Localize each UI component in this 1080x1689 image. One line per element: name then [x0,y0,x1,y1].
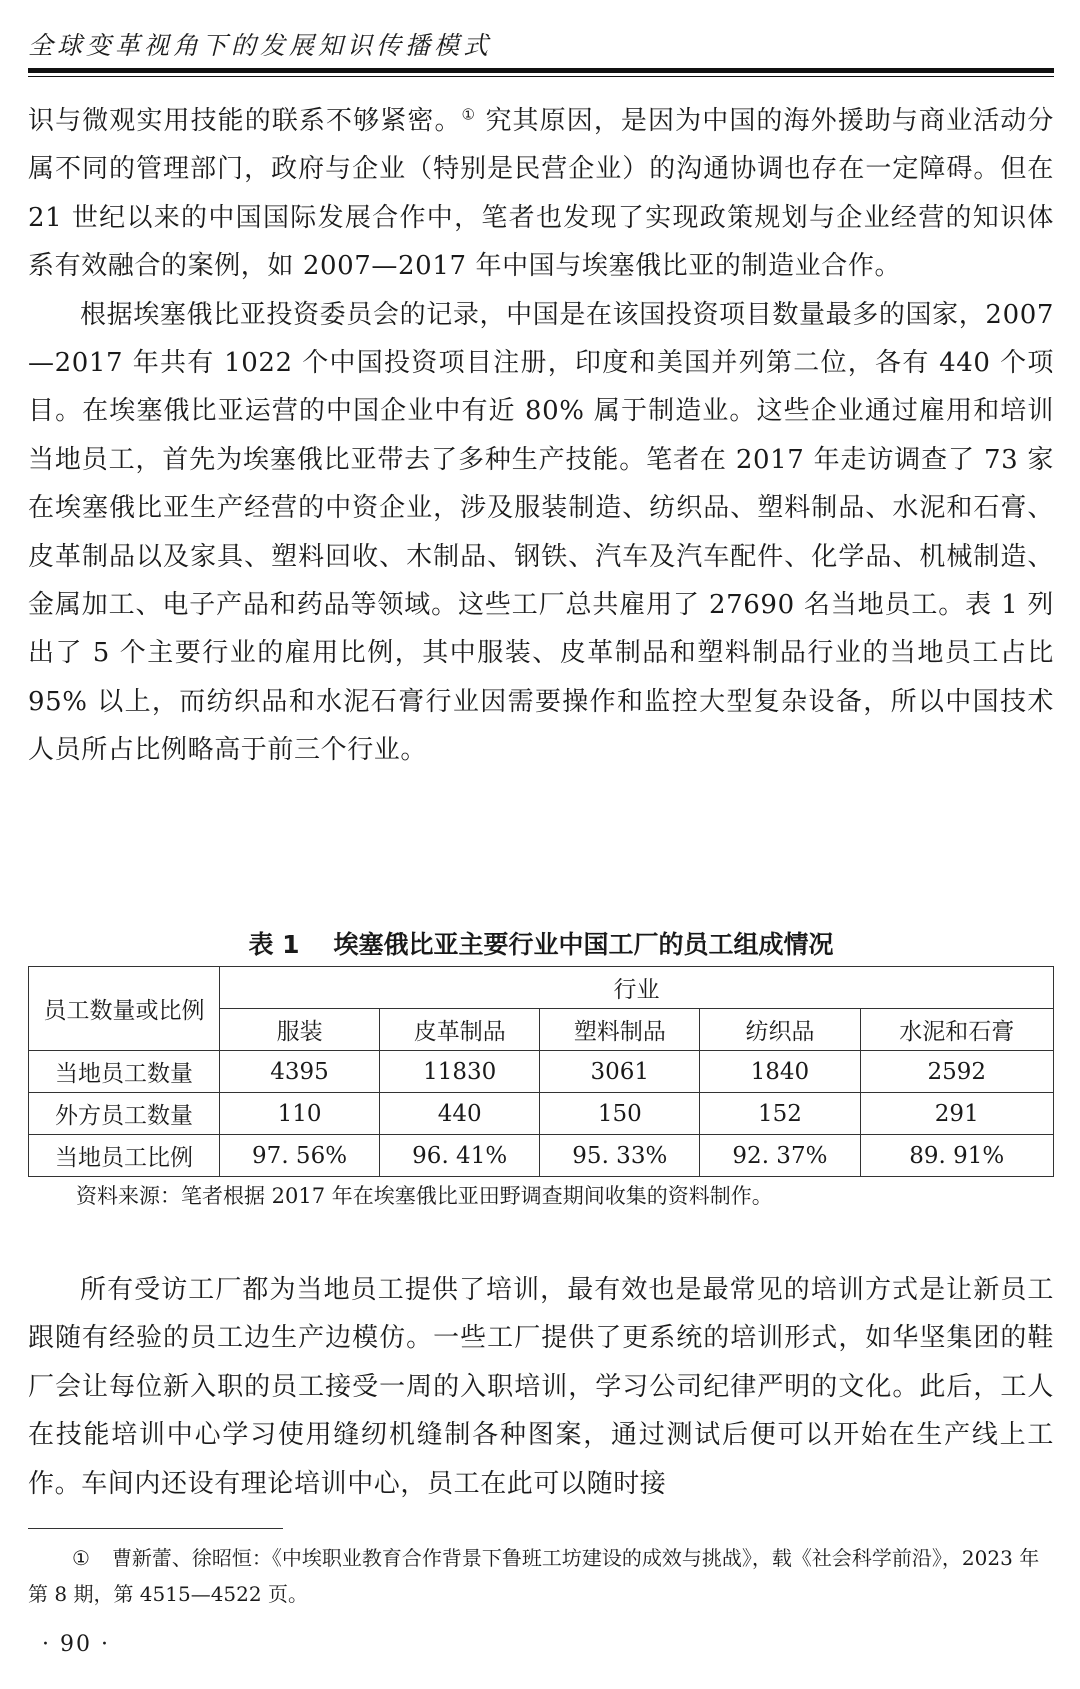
table-cell: 152 [700,1093,860,1135]
footnote-text: 曹新蕾、徐昭恒：《中埃职业教育合作背景下鲁班工坊建设的成效与挑战》，载《社会科学前沿》，2023 年第 8 期，第 4515—4522 页。 [28,1546,1040,1606]
table-caption: 埃塞俄比亚主要行业中国工厂的员工组成情况 [333,930,834,959]
table-cell: 3061 [540,1051,700,1093]
table-row [29,1135,1054,1177]
column-header: 纺织品 [700,1009,860,1051]
table-cell: 291 [860,1093,1054,1135]
table-cell: 89. 91% [860,1135,1054,1177]
body-text-top [28,97,1054,775]
table-number: 表 1 [248,930,300,959]
table-cell: 110 [220,1093,380,1135]
table-cell: 4395 [220,1051,380,1093]
header-rule-thick [28,68,1054,73]
column-header: 皮革制品 [380,1009,540,1051]
footnote-separator [28,1528,283,1529]
paragraph-2: 根据埃塞俄比亚投资委员会的记录，中国是在该国投资项目数量最多的国家，2007—2017 年共有 1022 个中国投资项目注册，印度和美国并列第二位，各有 440 个项目。在埃塞俄比亚运营的中国企业中有近 80% 属于制造业。这些企业通过雇用和培训当地员工，首先为埃塞俄比亚带去了多种生产技能。笔者在 2017 年走访调查了 73 家在埃塞俄比亚生产经营的中资企业，涉及服装制造、纺织品、塑料制品、水泥和石膏、皮革制品以及家具、塑料回收、木制品、钢铁、汽车及汽车配件、化学品、机械制造、金属加工、电子产品和药品等领域。这些工厂总共雇用了 27690 名当地员工。表 1 列出了 5 个主要行业的雇用比例，其中服装、皮革制品和塑料制品行业的当地员工占比 95% 以上，而纺织品和水泥石膏行业因需要操作和监控大型复杂设备，所以中国技术人员所占比例略高于前三个行业。 [28,299,1054,766]
employee-table [28,966,1054,1177]
corner-header: 员工数量或比例 [29,967,220,1051]
body-text-bottom [28,1266,1054,1508]
footnote [28,1540,1054,1612]
table-cell: 95. 33% [540,1135,700,1177]
table-cell: 96. 41% [380,1135,540,1177]
row-label: 当地员工数量 [29,1051,220,1093]
table-cell: 97. 56% [220,1135,380,1177]
table-cell: 2592 [860,1051,1054,1093]
page-number: · 90 · [42,1632,110,1657]
group-header: 行业 [220,967,1054,1009]
table-cell: 11830 [380,1051,540,1093]
table-cell: 150 [540,1093,700,1135]
header-rule-thin [28,76,1054,77]
table-row [29,1093,1054,1135]
paragraph-3: 所有受访工厂都为当地员工提供了培训，最有效也是最常见的培训方式是让新员工跟随有经验的员工边生产边模仿。一些工厂提供了更系统的培训形式，如华坚集团的鞋厂会让每位新入职的员工接受一周的入职培训，学习公司纪律严明的文化。此后，工人在技能培训中心学习使用缝纫机缝制各种图案，通过测试后便可以开始在生产线上工作。车间内还设有理论培训中心，员工在此可以随时接 [28,1275,1054,1499]
table-row [29,1051,1054,1093]
footnote-mark: ① [72,1546,90,1570]
footnote-ref[interactable]: ① [461,105,477,124]
table-title [28,925,1054,961]
table-cell: 440 [380,1093,540,1135]
table-cell: 1840 [700,1051,860,1093]
running-header: 全球变革视角下的发展知识传播模式 [28,31,493,60]
column-header: 水泥和石膏 [860,1009,1054,1051]
paragraph-1: 识与微观实用技能的联系不够紧密。① 究其原因，是因为中国的海外援助与商业活动分属不同的管理部门，政府与企业（特别是民营企业）的沟通协调也存在一定障碍。但在 21 世纪以来的中国国际发展合作中，笔者也发现了实现政策规划与企业经营的知识体系有效融合的案例，如 2007—2017 年中国与埃塞俄比亚的制造业合作。 [28,105,1054,282]
table-source-note: 资料来源：笔者根据 2017 年在埃塞俄比亚田野调查期间收集的资料制作。 [76,1184,773,1208]
column-header: 服装 [220,1009,380,1051]
row-label: 当地员工比例 [29,1135,220,1177]
column-header: 塑料制品 [540,1009,700,1051]
table-cell: 92. 37% [700,1135,860,1177]
row-label: 外方员工数量 [29,1093,220,1135]
